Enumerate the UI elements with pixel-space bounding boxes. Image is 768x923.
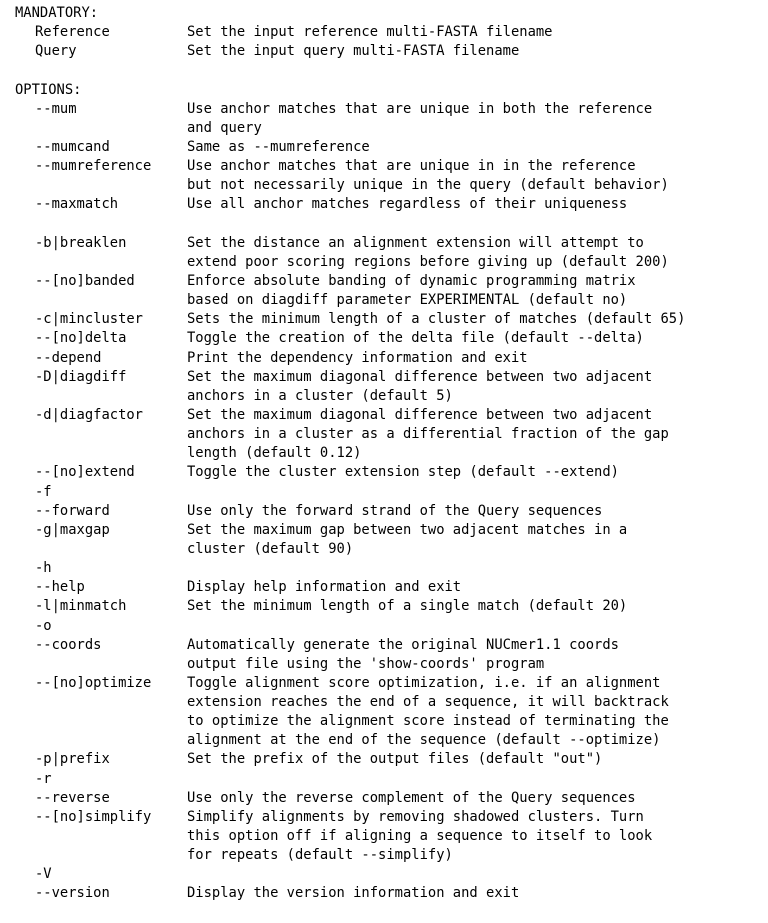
option-flag: --mumcand xyxy=(35,138,110,155)
option-description: Set the maximum gap between two adjacent matches in a xyxy=(187,521,628,538)
option-row-coords xyxy=(15,636,768,655)
option-flag: -D|diagdiff xyxy=(35,368,127,385)
option-flag: -d|diagfactor xyxy=(35,406,143,423)
option-row-mumcand xyxy=(15,138,768,157)
option-description: Set the maximum diagonal difference between two adjacent xyxy=(187,406,653,423)
option-flag: -V xyxy=(35,866,52,883)
option-description-continuation: and query xyxy=(187,119,262,136)
option-description: Display help information and exit xyxy=(187,579,462,596)
option-flag: -p|prefix xyxy=(35,751,110,768)
option-description-continuation: but not necessarily unique in the query (default behavior) xyxy=(187,177,669,194)
option-flag: --[no]banded xyxy=(35,272,135,289)
option-flag: -h xyxy=(35,560,52,577)
option-row-h xyxy=(15,559,768,578)
option-flag: --maxmatch xyxy=(35,196,119,213)
option-description-continuation: length (default 0.12) xyxy=(187,445,362,462)
option-description: Toggle the creation of the delta file (default --delta) xyxy=(187,330,644,347)
option-flag: --reverse xyxy=(35,789,110,806)
option-flag: -l|minmatch xyxy=(35,598,127,615)
option-description: Print the dependency information and exit xyxy=(187,349,528,366)
option-row-b-breaklen xyxy=(15,234,768,253)
option-row-d-diagfactor xyxy=(15,406,768,425)
option-description: Same as --mumreference xyxy=(187,138,370,155)
option-row-maxmatch xyxy=(15,195,768,214)
option-flag: -f xyxy=(35,483,52,500)
option-description-continuation: anchors in a cluster as a differential fraction of the gap xyxy=(187,426,669,443)
blank-line xyxy=(15,215,768,234)
option-description: Use only the forward strand of the Query sequences xyxy=(187,502,603,519)
option-description-continuation: based on diagdiff parameter EXPERIMENTAL (default no) xyxy=(187,292,628,309)
option-row-r xyxy=(15,770,768,789)
option-description: Simplify alignments by removing shadowed clusters. Turn xyxy=(187,808,644,825)
option-description: Set the distance an alignment extension will attempt to xyxy=(187,234,644,251)
option-row-o xyxy=(15,617,768,636)
option-flag: --mum xyxy=(35,100,77,117)
option-flag: --coords xyxy=(35,636,102,653)
option-row-no-banded xyxy=(15,272,768,291)
option-flag: --[no]delta xyxy=(35,330,127,347)
option-description: Display the version information and exit xyxy=(187,885,520,902)
option-row-no-delta xyxy=(15,329,768,348)
option-row-no-simplify xyxy=(15,808,768,827)
option-row-l-minmatch xyxy=(15,597,768,616)
blank-line xyxy=(15,61,768,80)
option-flag: --help xyxy=(35,579,85,596)
option-flag: --[no]simplify xyxy=(35,808,152,825)
option-flag: --mumreference xyxy=(35,158,152,175)
option-description-continuation: cluster (default 90) xyxy=(187,540,354,557)
option-flag: -b|breaklen xyxy=(35,234,127,251)
option-row-help xyxy=(15,578,768,597)
option-description-continuation: this option off if aligning a sequence to itself to look xyxy=(187,828,653,845)
option-flag: -g|maxgap xyxy=(35,521,110,538)
option-flag: --forward xyxy=(35,502,110,519)
option-description: Set the prefix of the output files (default "out") xyxy=(187,751,603,768)
option-description: Toggle alignment score optimization, i.e. if an alignment xyxy=(187,674,661,691)
option-description-continuation: to optimize the alignment score instead of terminating the xyxy=(187,713,669,730)
option-description-continuation: alignment at the end of the sequence (default --optimize) xyxy=(187,732,661,749)
option-flag: --[no]extend xyxy=(35,464,135,481)
option-row-p-prefix xyxy=(15,750,768,769)
option-row-reverse xyxy=(15,789,768,808)
option-flag: --[no]optimize xyxy=(35,674,152,691)
option-description: Set the minimum length of a single match (default 20) xyxy=(187,598,628,615)
option-description-continuation: for repeats (default --simplify) xyxy=(187,847,453,864)
option-flag: --depend xyxy=(35,349,102,366)
option-description: Set the maximum diagonal difference between two adjacent xyxy=(187,368,653,385)
option-description: Set the input reference multi-FASTA filename xyxy=(187,24,553,41)
option-row-mum xyxy=(15,100,768,119)
option-flag: Query xyxy=(35,43,77,60)
option-flag: --version xyxy=(35,885,110,902)
option-row-forward xyxy=(15,502,768,521)
option-description-continuation: output file using the 'show-coords' program xyxy=(187,655,545,672)
option-row-no-extend xyxy=(15,463,768,482)
option-description: Automatically generate the original NUCmer1.1 coords xyxy=(187,636,619,653)
option-description-continuation: extend poor scoring regions before giving up (default 200) xyxy=(187,253,669,270)
option-row-mumreference xyxy=(15,157,768,176)
option-row-reference xyxy=(15,23,768,42)
option-row-no-optimize xyxy=(15,674,768,693)
option-row-depend xyxy=(15,349,768,368)
option-description-continuation: extension reaches the end of a sequence, it will backtrack xyxy=(187,694,669,711)
option-description: Toggle the cluster extension step (default --extend) xyxy=(187,464,619,481)
option-description: Use anchor matches that are unique in in the reference xyxy=(187,158,636,175)
option-row-f xyxy=(15,483,768,502)
option-description: Use only the reverse complement of the Query sequences xyxy=(187,789,636,806)
option-row-c-mincluster xyxy=(15,310,768,329)
option-row-g-maxgap xyxy=(15,521,768,540)
options-heading: OPTIONS: xyxy=(15,81,82,98)
option-row-query xyxy=(15,42,768,61)
option-flag: Reference xyxy=(35,24,110,41)
option-flag: -r xyxy=(35,770,52,787)
option-description: Set the input query multi-FASTA filename xyxy=(187,43,520,60)
mandatory-heading: MANDATORY: xyxy=(15,5,99,21)
option-description-continuation: anchors in a cluster (default 5) xyxy=(187,387,453,404)
option-row-d-diagdiff xyxy=(15,368,768,387)
option-flag: -c|mincluster xyxy=(35,311,143,328)
option-row-v xyxy=(15,865,768,884)
option-description: Enforce absolute banding of dynamic programming matrix xyxy=(187,272,636,289)
option-description: Use anchor matches that are unique in both the reference xyxy=(187,100,653,117)
option-description: Sets the minimum length of a cluster of matches (default 65) xyxy=(187,311,686,328)
option-flag: -o xyxy=(35,617,52,634)
option-row-version xyxy=(15,884,768,903)
option-description: Use all anchor matches regardless of their uniqueness xyxy=(187,196,628,213)
